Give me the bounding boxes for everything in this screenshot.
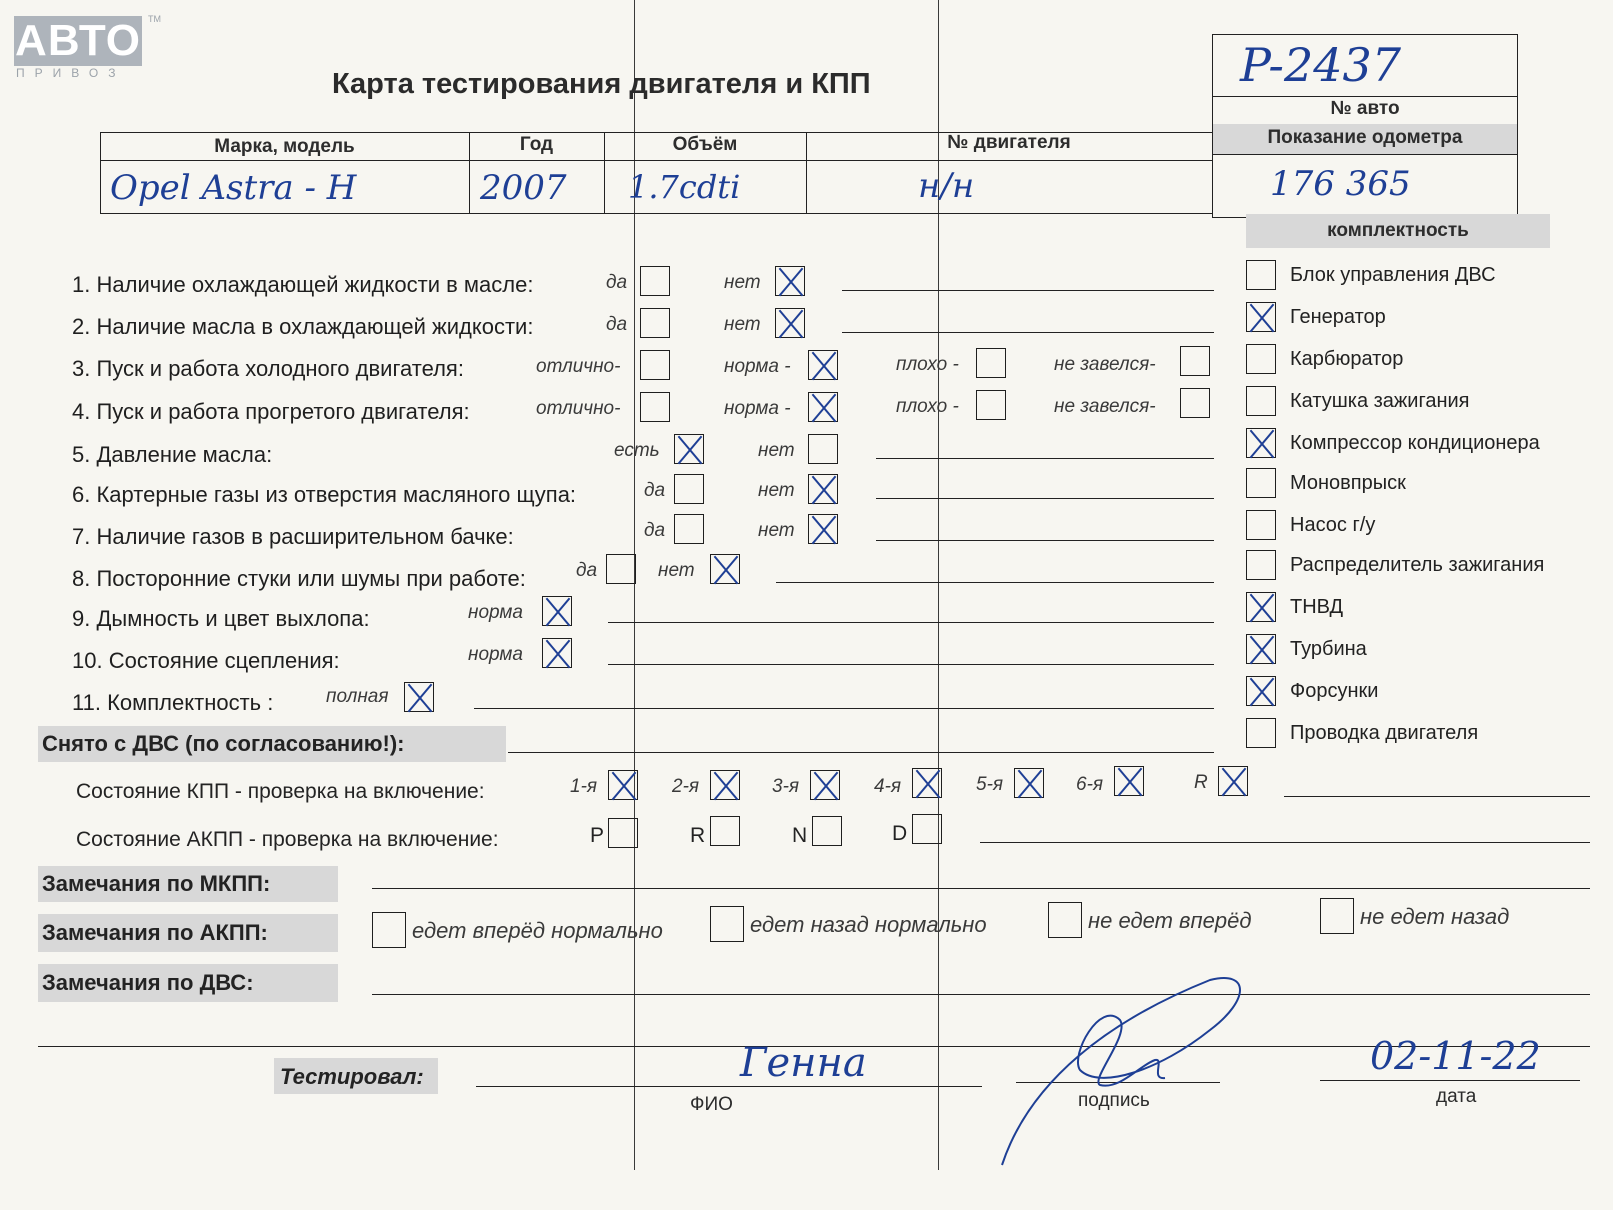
option-label: да bbox=[606, 272, 628, 293]
komp-label-7: Распределитель зажигания bbox=[1290, 554, 1545, 576]
logo-trademark: TM bbox=[148, 14, 161, 24]
option-label: нет bbox=[724, 314, 761, 335]
akpp-mode-n[interactable] bbox=[812, 816, 842, 846]
checkbox-2-no[interactable] bbox=[775, 308, 805, 338]
option-label: плохо - bbox=[896, 354, 959, 375]
akpp-no-back[interactable] bbox=[1320, 898, 1354, 934]
checkbox-8-yes[interactable] bbox=[606, 554, 636, 584]
checkbox-10-normal[interactable] bbox=[542, 638, 572, 668]
auto-number-value: P-2437 bbox=[1240, 38, 1402, 92]
kpp-label: Состояние КПП - проверка на включение: bbox=[76, 780, 485, 803]
checkbox-3-no-start[interactable] bbox=[1180, 346, 1210, 376]
option-label: да bbox=[576, 560, 598, 581]
option-label: отлично- bbox=[536, 398, 621, 419]
checkbox-3-excellent[interactable] bbox=[640, 350, 670, 380]
completeness-title: комплектность bbox=[1327, 220, 1469, 241]
kpp-gear-3[interactable] bbox=[810, 770, 840, 800]
option-label: нет bbox=[724, 272, 761, 293]
komp-label-0: Блок управления ДВС bbox=[1290, 264, 1496, 286]
komp-label-10: Форсунки bbox=[1290, 680, 1379, 702]
option-label: да bbox=[644, 480, 666, 501]
mode-label: R bbox=[690, 824, 706, 847]
komp-check-1[interactable] bbox=[1246, 302, 1276, 332]
komp-check-0[interactable] bbox=[1246, 260, 1276, 290]
signature-scribble bbox=[990, 960, 1270, 1170]
akpp-mode-r[interactable] bbox=[710, 816, 740, 846]
engine-number-header: № двигателя bbox=[947, 132, 1071, 153]
akpp-mode-d[interactable] bbox=[912, 814, 942, 844]
komp-check-8[interactable] bbox=[1246, 592, 1276, 622]
komp-label-1: Генератор bbox=[1290, 306, 1386, 328]
akpp-no-forward[interactable] bbox=[1048, 902, 1082, 938]
check-row-8: 8. Посторонние стуки или шумы при работе: bbox=[72, 566, 526, 591]
akpp-option-label: едет вперёд нормально bbox=[412, 918, 663, 943]
checkbox-7-no[interactable] bbox=[808, 514, 838, 544]
checkbox-2-yes[interactable] bbox=[640, 308, 670, 338]
checkbox-11-full[interactable] bbox=[404, 682, 434, 712]
akpp-label: Состояние АКПП - проверка на включение: bbox=[76, 828, 499, 851]
option-label: нет bbox=[658, 560, 695, 581]
logo: АВТО bbox=[15, 16, 141, 65]
odometer-label: Показание одометра bbox=[1267, 127, 1463, 148]
komp-check-6[interactable] bbox=[1246, 510, 1276, 540]
option-label: да bbox=[644, 520, 666, 541]
checkbox-1-yes[interactable] bbox=[640, 266, 670, 296]
check-row-5: 5. Давление масла: bbox=[72, 442, 273, 467]
komp-check-10[interactable] bbox=[1246, 676, 1276, 706]
check-row-4: 4. Пуск и работа прогретого двигателя: bbox=[72, 399, 470, 424]
tester-name: Генна bbox=[740, 1040, 867, 1086]
komp-label-3: Катушка зажигания bbox=[1290, 390, 1470, 412]
check-row-6: 6. Картерные газы из отверстия масляного щупа: bbox=[72, 482, 577, 507]
dvs-remarks-label: Замечания по ДВС: bbox=[42, 970, 254, 995]
komp-label-9: Турбина bbox=[1290, 638, 1367, 660]
engine-number-value: н/н bbox=[918, 166, 975, 206]
option-label: да bbox=[606, 314, 628, 335]
tested-label: Тестировал: bbox=[280, 1064, 424, 1089]
checkbox-5-yes[interactable] bbox=[674, 434, 704, 464]
gear-label: 5-я bbox=[976, 774, 1004, 795]
volume-value: 1.7cdti bbox=[628, 168, 741, 206]
logo-subtitle: ПРИВОЗ bbox=[16, 66, 126, 80]
komp-label-11: Проводка двигателя bbox=[1290, 722, 1479, 744]
komp-check-4[interactable] bbox=[1246, 428, 1276, 458]
option-label: плохо - bbox=[896, 396, 959, 417]
komp-check-9[interactable] bbox=[1246, 634, 1276, 664]
checkbox-3-bad[interactable] bbox=[976, 348, 1006, 378]
volume-header: Объём bbox=[672, 134, 738, 155]
gear-label: 2-я bbox=[672, 776, 700, 797]
kpp-gear-r[interactable] bbox=[1218, 766, 1248, 796]
check-row-7: 7. Наличие газов в расширительном бачке: bbox=[72, 524, 514, 549]
option-label: не завелся- bbox=[1054, 354, 1156, 375]
komp-check-3[interactable] bbox=[1246, 386, 1276, 416]
gear-label: R bbox=[1194, 772, 1208, 793]
odometer-value: 176 365 bbox=[1270, 164, 1411, 204]
gear-label: 4-я bbox=[874, 776, 902, 797]
option-label: норма bbox=[468, 644, 523, 665]
komp-check-7[interactable] bbox=[1246, 550, 1276, 580]
model-header: Марка, модель bbox=[214, 136, 355, 157]
check-row-11: 11. Комплектность : bbox=[72, 690, 274, 715]
checkbox-6-yes[interactable] bbox=[674, 474, 704, 504]
checkbox-9-normal[interactable] bbox=[542, 596, 572, 626]
akpp-mode-p[interactable] bbox=[608, 818, 638, 848]
mode-label: D bbox=[892, 822, 908, 845]
model-value: Opel Astra - H bbox=[110, 168, 357, 208]
checkbox-5-no[interactable] bbox=[808, 434, 838, 464]
komp-label-2: Карбюратор bbox=[1290, 348, 1404, 370]
kpp-gear-6[interactable] bbox=[1114, 766, 1144, 796]
checkbox-4-no-start[interactable] bbox=[1180, 388, 1210, 418]
akpp-option-label: едет назад нормально bbox=[750, 912, 987, 937]
gear-label: 1-я bbox=[570, 776, 598, 797]
akpp-option-label: не едет вперёд bbox=[1088, 908, 1252, 933]
option-label: нет bbox=[758, 520, 795, 541]
kpp-gear-2[interactable] bbox=[710, 770, 740, 800]
auto-number-label: № авто bbox=[1330, 98, 1400, 119]
checkbox-3-normal[interactable] bbox=[808, 350, 838, 380]
removed-label: Снято с ДВС (по согласованию!): bbox=[42, 731, 405, 756]
fio-caption: ФИО bbox=[690, 1094, 733, 1115]
akpp-forward-ok[interactable] bbox=[372, 912, 406, 948]
kpp-gear-4[interactable] bbox=[912, 768, 942, 798]
option-label: норма - bbox=[724, 356, 791, 377]
komp-label-5: Моновпрыск bbox=[1290, 472, 1406, 494]
checkbox-7-yes[interactable] bbox=[674, 514, 704, 544]
checkbox-6-no[interactable] bbox=[808, 474, 838, 504]
date-value: 02-11-22 bbox=[1370, 1034, 1541, 1078]
option-label: не завелся- bbox=[1054, 396, 1156, 417]
option-label: нет bbox=[758, 480, 795, 501]
komp-check-11[interactable] bbox=[1246, 718, 1276, 748]
checkbox-4-excellent[interactable] bbox=[640, 392, 670, 422]
year-value: 2007 bbox=[480, 168, 567, 208]
checkbox-4-bad[interactable] bbox=[976, 390, 1006, 420]
komp-check-2[interactable] bbox=[1246, 344, 1276, 374]
checkbox-4-normal[interactable] bbox=[808, 392, 838, 422]
option-label: есть bbox=[614, 440, 660, 461]
akpp-back-ok[interactable] bbox=[710, 906, 744, 942]
checkbox-1-no[interactable] bbox=[775, 266, 805, 296]
komp-check-5[interactable] bbox=[1246, 468, 1276, 498]
signature-caption: подпись bbox=[1078, 1090, 1150, 1111]
akpp-remarks-label: Замечания по АКПП: bbox=[42, 920, 268, 945]
date-caption: дата bbox=[1436, 1086, 1477, 1107]
akpp-option-label: не едет назад bbox=[1360, 904, 1510, 929]
option-label: нет bbox=[758, 440, 795, 461]
komp-label-8: ТНВД bbox=[1290, 596, 1344, 618]
option-label: полная bbox=[326, 686, 389, 707]
gear-label: 6-я bbox=[1076, 774, 1104, 795]
kpp-gear-5[interactable] bbox=[1014, 768, 1044, 798]
document-title: Карта тестирования двигателя и КПП bbox=[332, 68, 871, 100]
mode-label: N bbox=[792, 824, 808, 847]
option-label: норма - bbox=[724, 398, 791, 419]
checkbox-8-no[interactable] bbox=[710, 554, 740, 584]
komp-label-6: Насос г/у bbox=[1290, 514, 1376, 536]
option-label: отлично- bbox=[536, 356, 621, 377]
mkpp-remarks-label: Замечания по МКПП: bbox=[42, 871, 271, 896]
mode-label: P bbox=[590, 824, 605, 847]
check-row-1: 1. Наличие охлаждающей жидкости в масле: bbox=[72, 272, 534, 297]
komp-label-4: Компрессор кондиционера bbox=[1290, 432, 1540, 454]
year-header: Год bbox=[519, 134, 554, 155]
gear-label: 3-я bbox=[772, 776, 800, 797]
option-label: норма bbox=[468, 602, 523, 623]
check-row-9: 9. Дымность и цвет выхлопа: bbox=[72, 606, 370, 631]
check-row-10: 10. Состояние сцепления: bbox=[72, 648, 340, 673]
check-row-3: 3. Пуск и работа холодного двигателя: bbox=[72, 356, 464, 381]
kpp-gear-1[interactable] bbox=[608, 770, 638, 800]
check-row-2: 2. Наличие масла в охлаждающей жидкости: bbox=[72, 314, 534, 339]
